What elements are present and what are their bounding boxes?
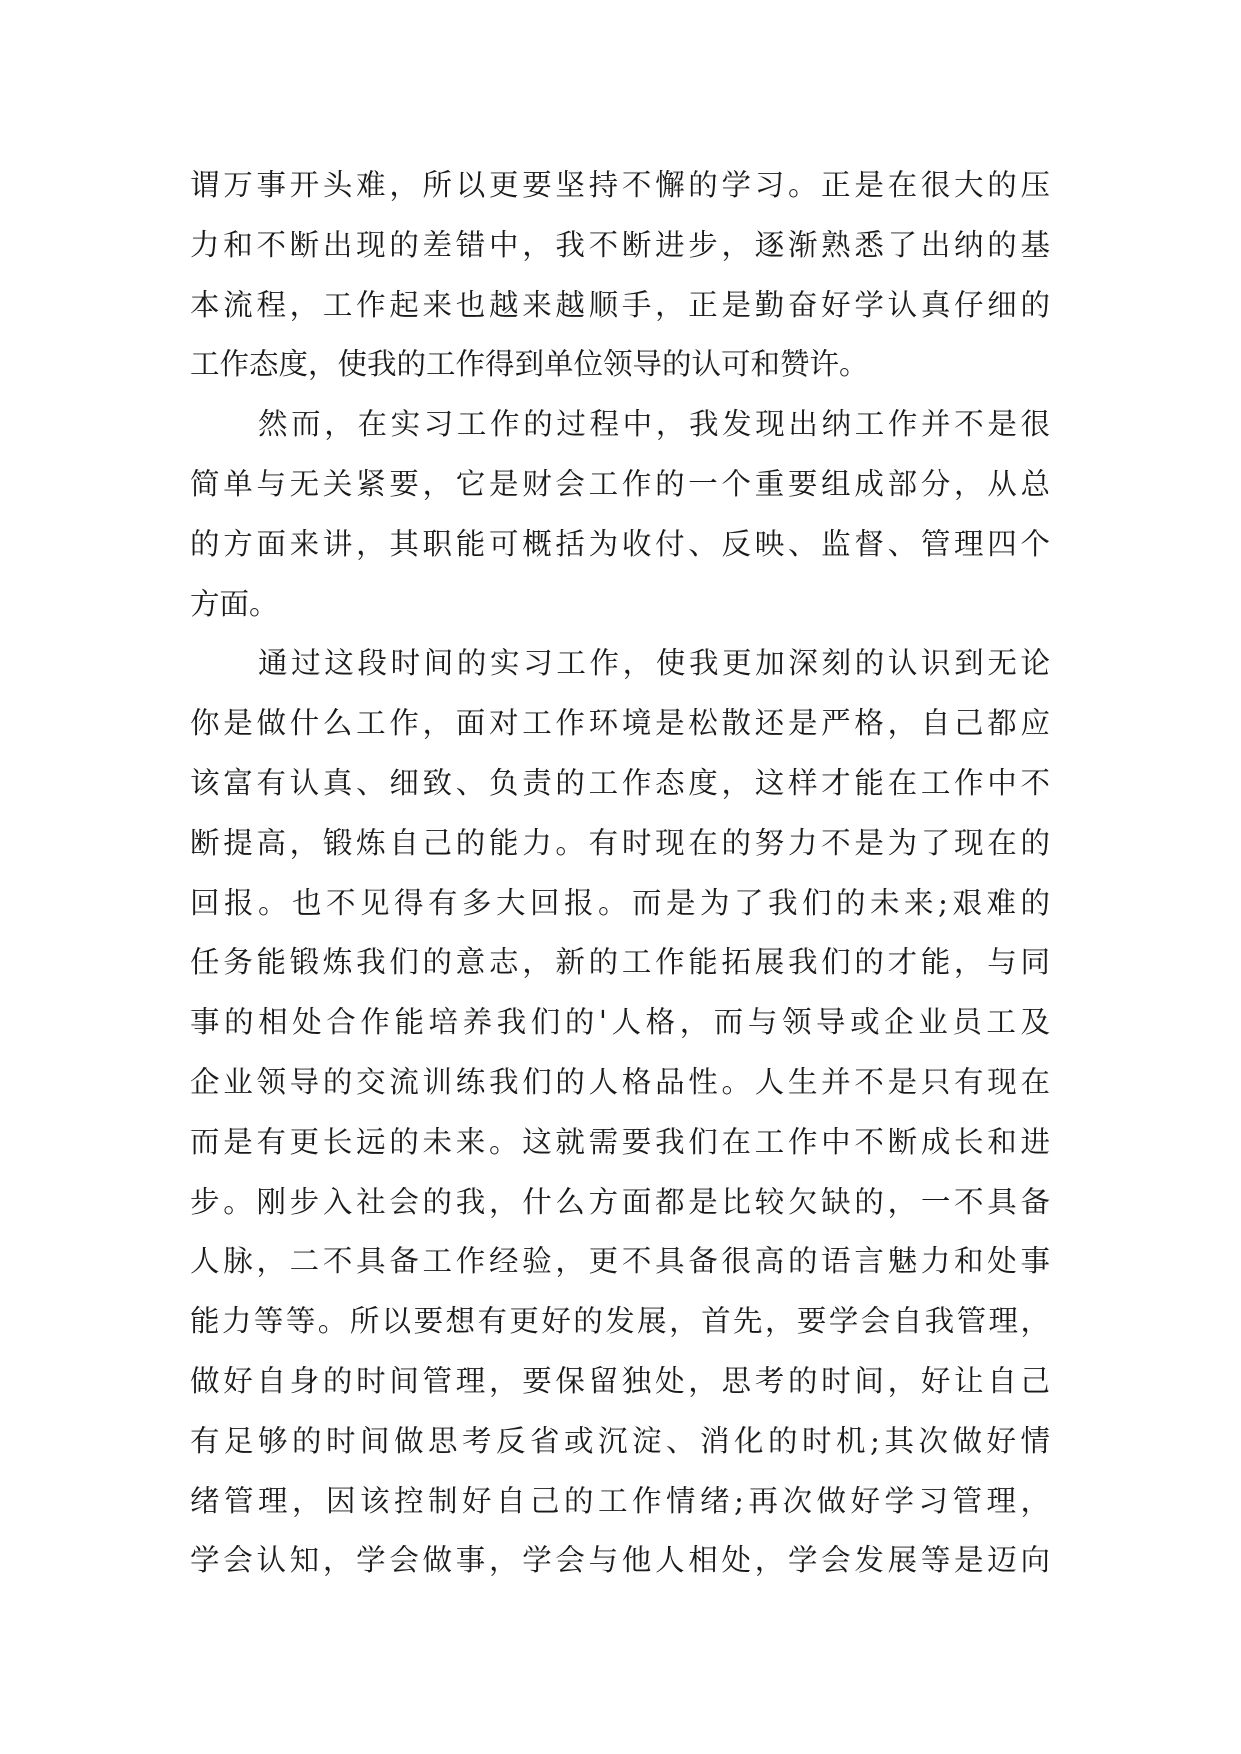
text-line: 事的相处合作能培养我们的'人格，而与领导或企业员工及 xyxy=(190,1005,1050,1040)
text-line: 力和不断出现的差错中，我不断进步，逐渐熟悉了出纳的基 xyxy=(190,227,1050,262)
text-line: 然而，在实习工作的过程中，我发现出纳工作并不是很 xyxy=(258,407,1050,442)
text-line: 企业领导的交流训练我们的人格品性。人生并不是只有现在 xyxy=(190,1064,1050,1099)
text-line: 能力等等。所以要想有更好的发展，首先，要学会自我管理， xyxy=(190,1304,1050,1339)
text-line: 做好自身的时间管理，要保留独处，思考的时间，好让自己 xyxy=(190,1363,1050,1398)
text-line: 步。刚步入社会的我，什么方面都是比较欠缺的，一不具备 xyxy=(190,1184,1050,1219)
text-line: 简单与无关紧要，它是财会工作的一个重要组成部分，从总 xyxy=(190,466,1050,501)
text-line: 而是有更长远的未来。这就需要我们在工作中不断成长和进 xyxy=(190,1124,1050,1159)
text-line: 方面。 xyxy=(190,586,279,621)
text-line: 的方面来讲，其职能可概括为收付、反映、监督、管理四个 xyxy=(190,526,1050,561)
text-line: 人脉，二不具备工作经验，更不具备很高的语言魅力和处事 xyxy=(190,1244,1050,1279)
text-line: 该富有认真、细致、负责的工作态度，这样才能在工作中不 xyxy=(190,765,1050,800)
text-line: 谓万事开头难，所以更要坚持不懈的学习。正是在很大的压 xyxy=(190,168,1050,202)
text-line: 断提高，锻炼自己的能力。有时现在的努力不是为了现在的 xyxy=(190,825,1050,860)
text-line: 有足够的时间做思考反省或沉淀、消化的时机;其次做好情 xyxy=(190,1423,1050,1458)
text-line: 学会认知，学会做事，学会与他人相处，学会发展等是迈向 xyxy=(190,1543,1050,1578)
text-line: 绪管理，因该控制好自己的工作情绪;再次做好学习管理， xyxy=(190,1483,1050,1518)
text-line: 通过这段时间的实习工作，使我更加深刻的认识到无论 xyxy=(258,646,1050,681)
text-line: 任务能锻炼我们的意志，新的工作能拓展我们的才能，与同 xyxy=(190,945,1050,980)
text-line: 本流程，工作起来也越来越顺手，正是勤奋好学认真仔细的 xyxy=(190,287,1050,322)
text-line: 你是做什么工作，面对工作环境是松散还是严格，自己都应 xyxy=(190,706,1050,741)
text-line: 工作态度，使我的工作得到单位领导的认可和赞许。 xyxy=(190,347,869,382)
text-line: 回报。也不见得有多大回报。而是为了我们的未来;艰难的 xyxy=(190,885,1050,920)
document-body xyxy=(190,156,1050,1591)
